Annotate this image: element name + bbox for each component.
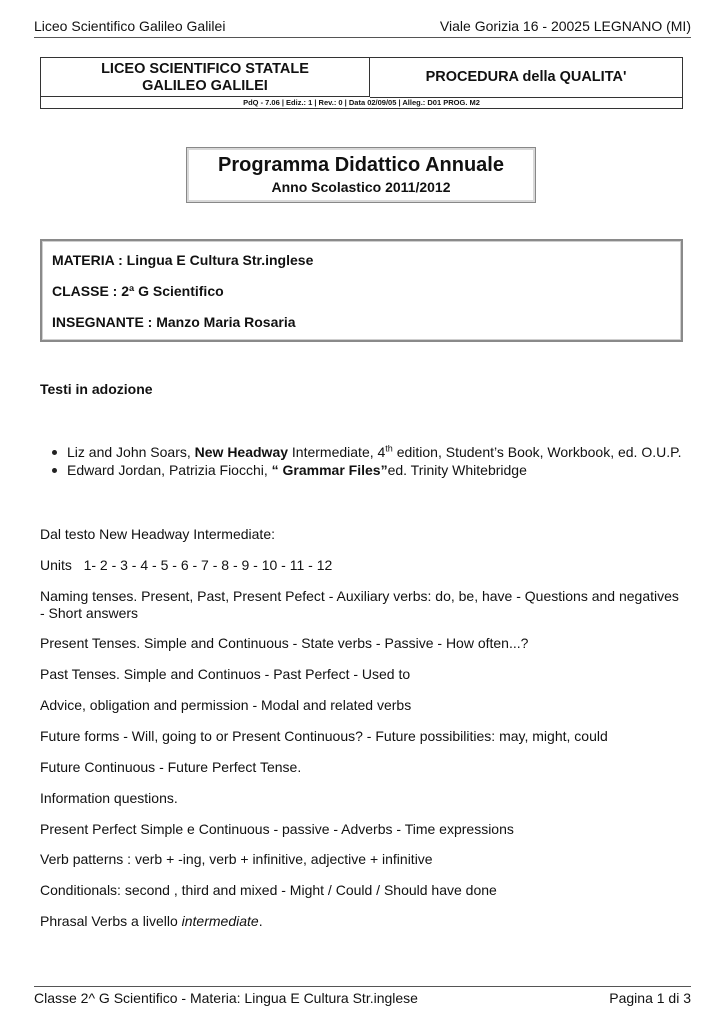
list-item	[50, 461, 682, 479]
footer-page-number: Pagina 1 di 3	[609, 990, 691, 1006]
footer-class-subject: Classe 2^ G Scientifico - Materia: Lingua E Cultura Str.inglese	[34, 990, 418, 1006]
school-year: Anno Scolastico 2011/2012	[271, 179, 451, 195]
phrasal-verbs-level: intermediate	[181, 913, 259, 929]
topic-line: Information questions.	[40, 790, 178, 806]
topic-line: Conditionals: second , third and mixed - Might / Could / Should have done	[40, 882, 497, 898]
textbook-details: edition, Student’s Book, Workbook, ed. O.U.P.	[392, 444, 682, 460]
textbook-title: “ Grammar Files”	[271, 462, 388, 478]
quality-table	[40, 57, 683, 109]
school-line-2: GALILEO GALILEI	[142, 78, 268, 94]
classe-line: CLASSE : 2ª G Scientifico	[52, 283, 224, 299]
list-item	[50, 443, 682, 461]
insegnante-line: INSEGNANTE : Manzo Maria Rosaria	[52, 314, 296, 330]
textbook-list	[50, 443, 682, 479]
textbooks-heading: Testi in adozione	[40, 381, 153, 397]
textbook-authors: Edward Jordan, Patrizia Fiocchi,	[67, 462, 272, 478]
topic-line: Present Perfect Simple e Continuous - passive - Adverbs - Time expressions	[40, 821, 514, 837]
topic-line: Advice, obligation and permission - Modal and related verbs	[40, 697, 412, 713]
textbook-authors: Liz and John Soars,	[67, 444, 195, 460]
topic-line: Naming tenses. Present, Past, Present Pefect - Auxiliary verbs: do, be, have - Questions and negatives - Short answers	[40, 588, 679, 621]
topic-line: Future forms - Will, going to or Present Continuous? - Future possibilities: may, might, could	[40, 728, 608, 744]
topic-line: Future Continuous - Future Perfect Tense.	[40, 759, 302, 775]
units-line: Units 1- 2 - 3 - 4 - 5 - 6 - 7 - 8 - 9 - 10 - 11 - 12	[40, 557, 333, 573]
bullet-icon	[52, 468, 57, 473]
school-name-cell	[41, 58, 370, 97]
document-title: Programma Didattico Annuale	[218, 154, 504, 176]
phrasal-verbs-period: .	[258, 913, 263, 929]
textbook-title: New Headway	[194, 444, 289, 460]
running-footer	[34, 986, 691, 1011]
procedure-cell: PROCEDURA della QUALITA'	[370, 58, 682, 98]
textbook-level: Intermediate, 4	[288, 444, 386, 460]
course-info-box	[40, 239, 683, 342]
header-school-name: Liceo Scientifico Galileo Galilei	[34, 18, 226, 34]
topic-line: Present Tenses. Simple and Continuous - State verbs - Passive - How often...?	[40, 635, 529, 651]
edition-superscript: th	[385, 443, 393, 454]
topic-line: Past Tenses. Simple and Continuos - Past Perfect - Used to	[40, 666, 411, 682]
title-box	[186, 147, 536, 203]
school-line-1: LICEO SCIENTIFICO STATALE	[101, 61, 309, 77]
materia-line: MATERIA : Lingua E Cultura Str.inglese	[52, 252, 314, 268]
programme-intro: Dal testo New Headway Intermediate:	[40, 526, 275, 542]
header-address: Viale Gorizia 16 - 20025 LEGNANO (MI)	[439, 18, 691, 34]
phrasal-verbs-text: Phrasal Verbs a livello	[40, 913, 182, 929]
phrasal-verbs-line	[40, 913, 686, 930]
running-header	[34, 15, 691, 38]
textbook-details: ed. Trinity Whitebridge	[387, 462, 527, 478]
bullet-icon	[52, 450, 57, 455]
topic-line: Verb patterns : verb + -ing, verb + infinitive, adjective + infinitive	[40, 851, 433, 867]
document-meta: PdQ - 7.06 | Ediz.: 1 | Rev.: 0 | Data 02/09/05 | Alleg.: D01 PROG. M2	[243, 98, 480, 107]
